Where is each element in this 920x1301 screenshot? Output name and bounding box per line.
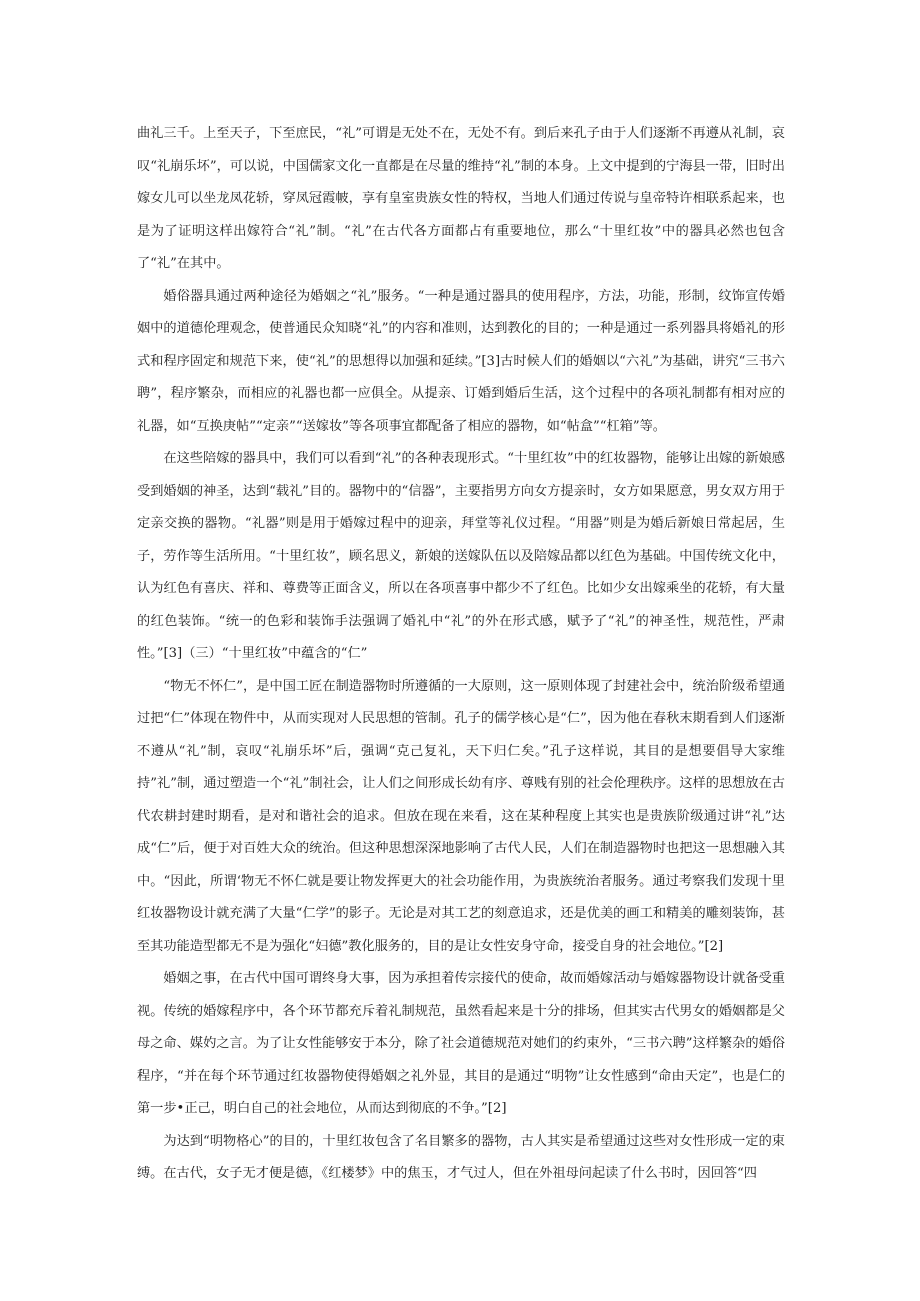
paragraph-6: 为达到“明物格心”的目的，十里红妆包含了名目繁多的器物，古人其实是希望通过这些对女性形成一定的束缚。在古代，女子无才便是德，《红楼梦》中的焦玉，才气过人，但在外祖母问起读了什么书时，因回答“四 [137, 1133, 785, 1181]
paragraph-1: 曲礼三千。上至天子，下至庶民，“礼”可谓是无处不在，无处不有。到后来孔子由于人们逐渐不再遵从礼制，哀叹“礼崩乐坏”，可以说，中国儒家文化一直都是在尽量的维持“礼”制的本身。上文中提到的宁海县一带，旧时出嫁女儿可以坐龙凤花轿，穿凤冠霞帔，享有皇室贵族女性的特权，当地人们通过传说与皇帝特许相联系起来，也是为了证明这样出嫁符合“礼”制。“礼”在古代各方面都占有重要地位，那么“十里红妆”中的器具必然也包含了“礼”在其中。 [137, 126, 785, 271]
paragraph-5: 婚姻之事，在古代中国可谓终身大事，因为承担着传宗接代的使命，故而婚嫁活动与婚嫁器物设计就备受重视。传统的婚嫁程序中，各个环节都充斥着礼制规范，虽然看起来是十分的排场，但其实古代男女的婚姻都是父母之命、媒妁之言。为了让女性能够安于本分，除了社会道德规范对她们的约束外，“三书六聘”这样繁杂的婚俗程序，“并在每个环节通过红妆器物使得婚姻之礼外显，其目的是通过“明物”让女性感到“命由天定”，也是仁的第一步•正己，明白自己的社会地位，从而达到彻底的不争。”[2] [137, 971, 785, 1116]
paragraph-4: “物无不怀仁”，是中国工匠在制造器物时所遵循的一大原则，这一原则体现了封建社会中，统治阶级希望通过把“仁”体现在物件中，从而实现对人民思想的管制。孔子的儒学核心是“仁”，因为他在春秋末期看到人们逐渐不遵从“礼”制，哀叹“礼崩乐坏”后，强调“克己复礼，天下归仁矣。”孔子这样说，其目的是想要倡导大家维持”礼”制，通过塑造一个“礼”制社会，让人们之间形成长幼有序、尊贱有别的社会伦理秩序。这样的思想放在古代农耕封建时期看，是对和谐社会的追求。但放在现在来看，这在某种程度上其实也是贵族阶级通过讲“礼”达成“仁”后，便于对百姓大众的统治。但这种思想深深地影响了古代人民，人们在制造器物时也把这一思想融入其中。“因此，所谓‘物无不怀仁就是要让物发挥更大的社会功能作用，为贵族统治者服务。通过考察我们发现十里红妆器物设计就充满了大量“仁学”的影子。无论是对其工艺的刻意追求，还是优美的画工和精美的雕刻装饰，甚至其功能造型都无不是为强化“妇德”教化服务的，目的是让女性安身守命，接受自身的社会地位。”[2] [137, 678, 785, 954]
body-text [137, 118, 785, 1191]
paragraph-3: 在这些陪嫁的器具中，我们可以看到“礼”的各种表现形式。“十里红妆”中的红妆器物，能够让出嫁的新娘感受到婚姻的神圣，达到“载礼”目的。器物中的“信器”，主要指男方向女方提亲时，女方如果愿意，男女双方用于定亲交换的器物。“礼器”则是用于婚嫁过程中的迎亲，拜堂等礼仪过程。“用器”则是为婚后新娘日常起居，生子，劳作等生活所用。“十里红妆”，顾名思义，新娘的送嫁队伍以及陪嫁品都以红色为基础。中国传统文化中，认为红色有喜庆、祥和、尊费等正面含义，所以在各项喜事中都少不了红色。比如少女出嫁乘坐的花轿，有大量的红色装饰。“统一的色彩和装饰手法强调了婚礼中“礼”的外在形式感，赋予了“礼”的神圣性，规范性，严肃性。”[3]（三）“十里红妆”中蕴含的“仁” [137, 451, 785, 661]
paragraph-2: 婚俗器具通过两种途径为婚姻之“礼”服务。“一种是通过器具的使用程序，方法，功能，形制，纹饰宣传婚姻中的道德伦理观念，使普通民众知晓“礼”的内容和准则，达到教化的目的；一种是通过一系列器具将婚礼的形式和程序固定和规范下来，使“礼”的思想得以加强和延续。”[3]古时候人们的婚姻以“六礼”为基础，讲究“三书六聘”，程序繁杂，而相应的礼器也都一应俱全。从提亲、订婚到婚后生活，这个过程中的各项礼制都有相对应的礼器，如“互换庚帖”“定亲”“送嫁妆”等各项事宜都配备了相应的器物，如“帖盒”“杠箱”等。 [137, 288, 785, 434]
